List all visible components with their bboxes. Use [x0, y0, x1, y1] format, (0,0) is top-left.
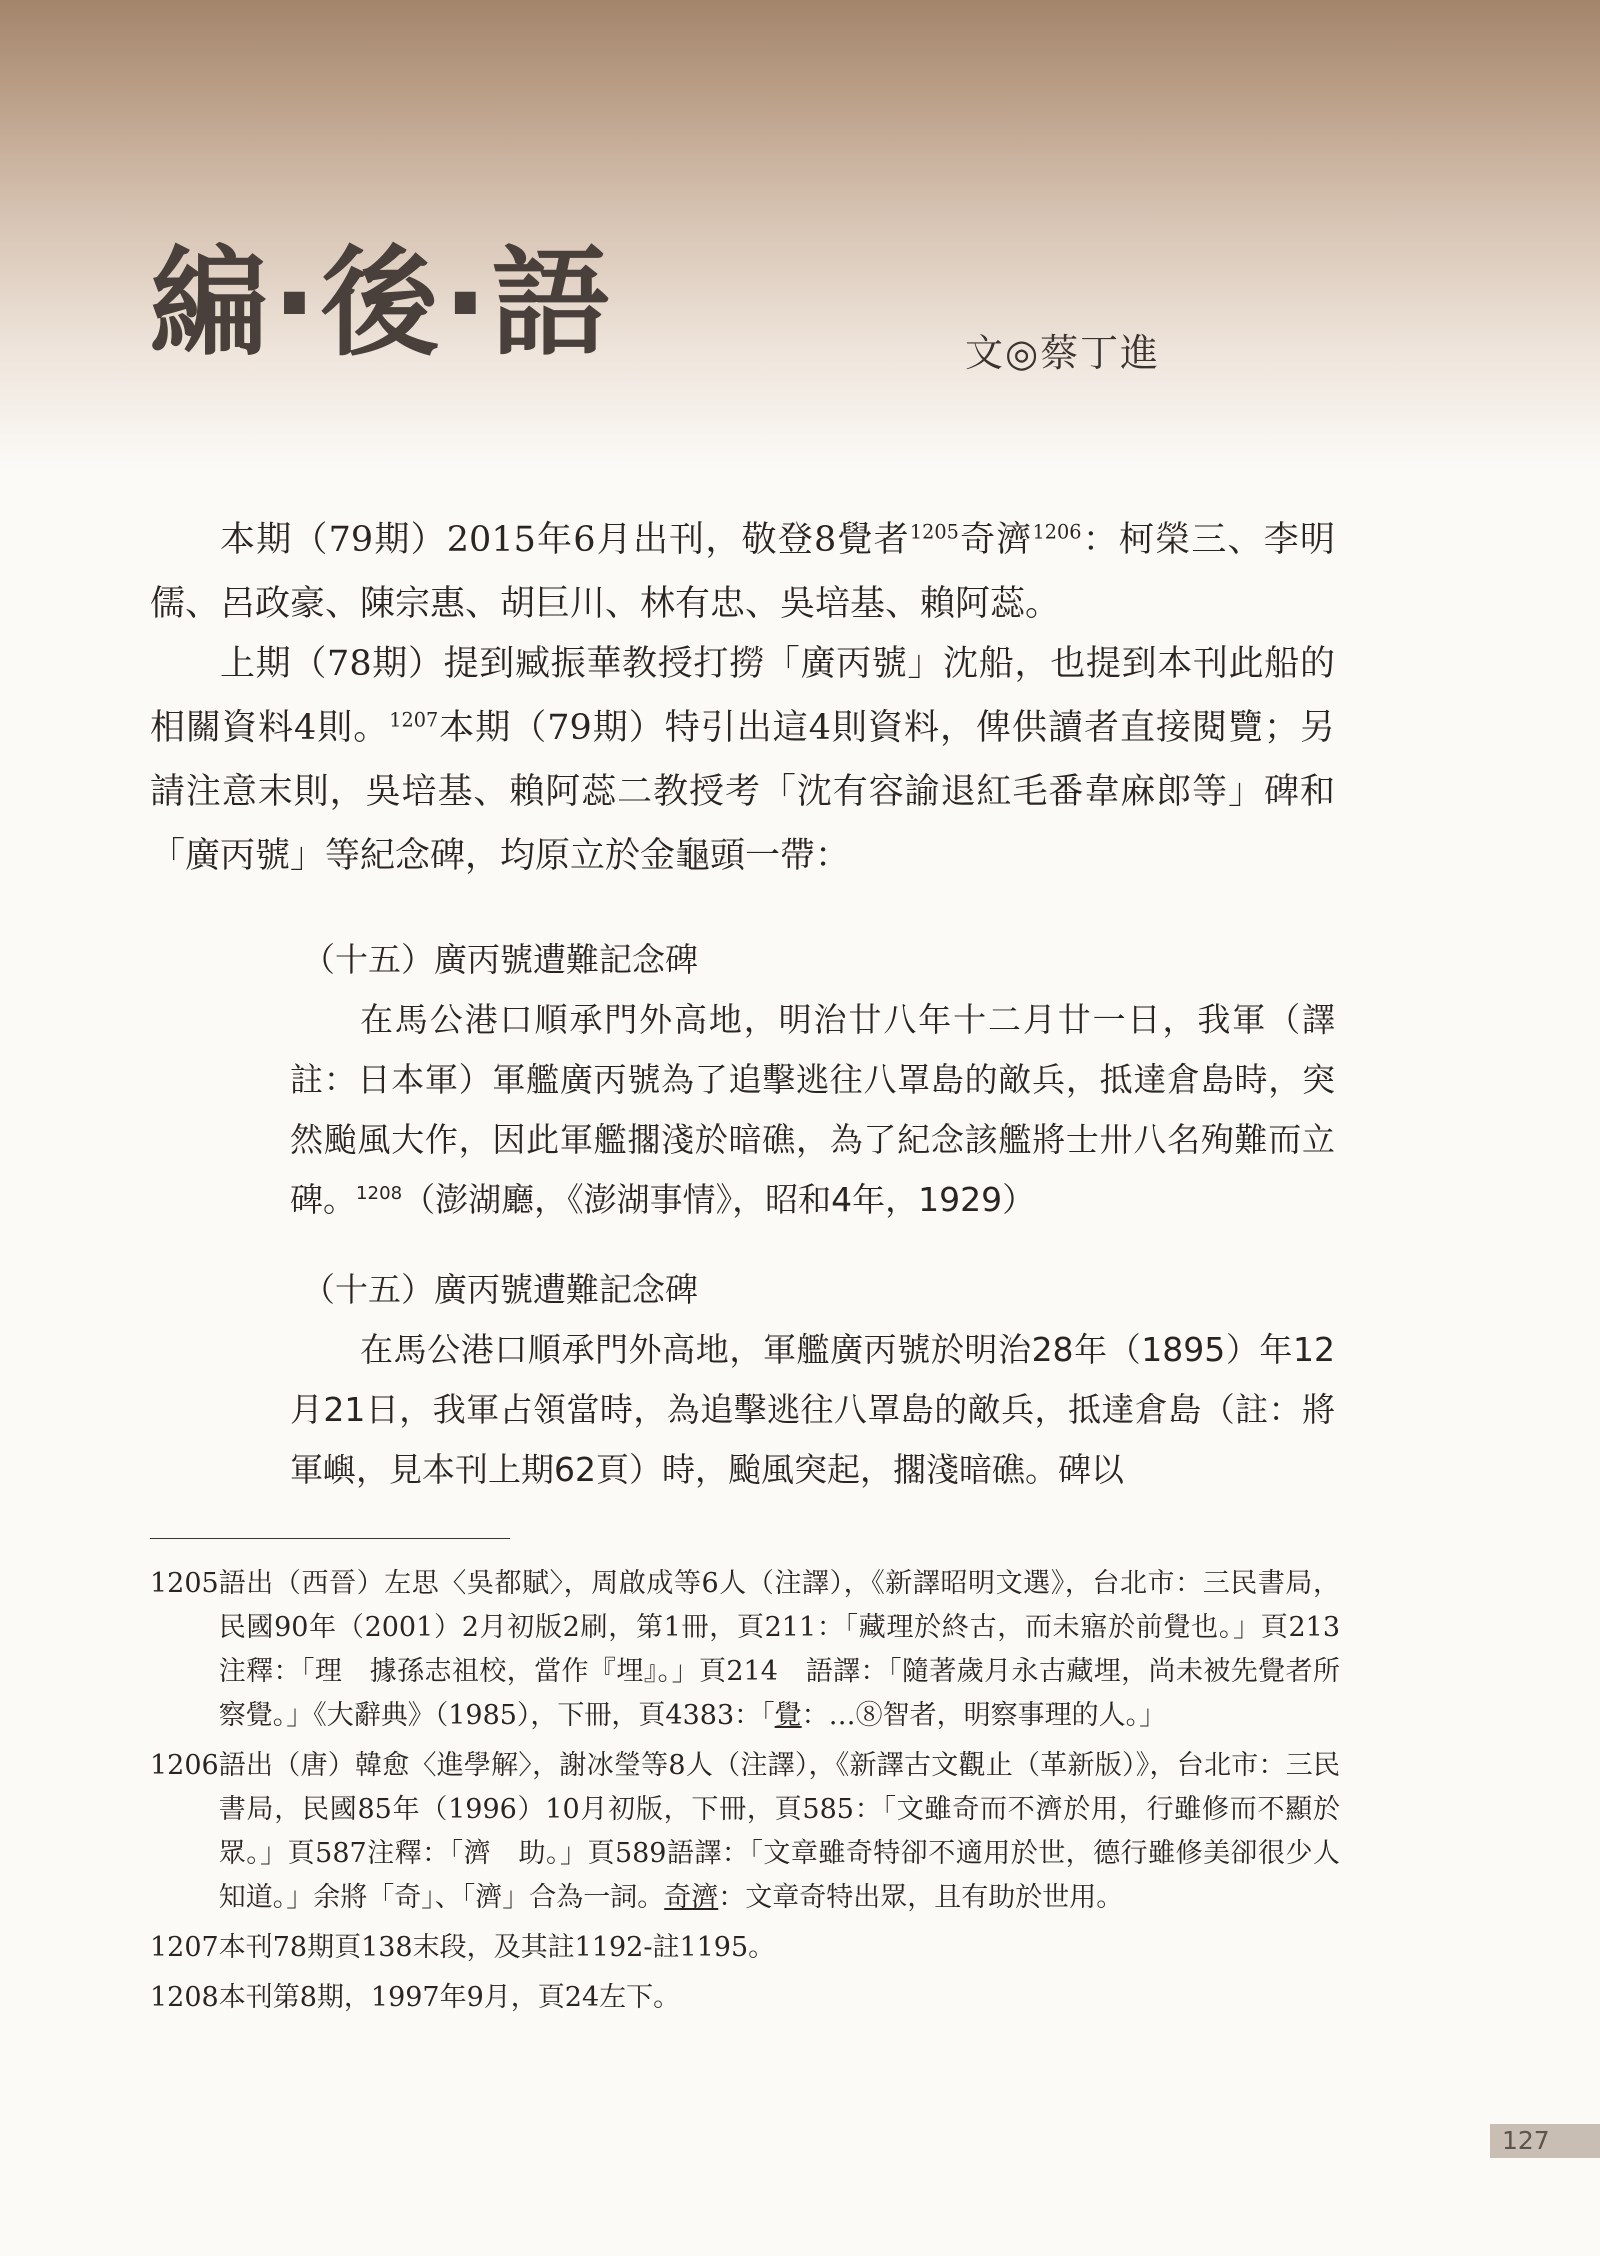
- paragraph-2-text-b: 本期（79期）特引出這4則資料，俾供讀者直接閱覽；另請注意末則，吳培基、賴阿蕊二教授考「沈有容諭退紅毛番韋麻郎等」碑和「廣丙號」等紀念碑，均原立於金龜頭一帶：: [150, 708, 1335, 876]
- author-byline: 文◎蔡丁進: [965, 331, 1161, 375]
- footnote-text: 本刊第8期，1997年9月，頁24左下。: [218, 1982, 681, 2013]
- footnote-number: 1208: [150, 1982, 219, 2013]
- quote-2-text: 在馬公港口順承門外高地，軍艦廣丙號於明治28年（1895）年12月21日，我軍占領當時，為追擊逃往八罩島的敵兵，抵達倉島（註：將軍嶼，見本刊上期62頁）時，颱風突起，擱淺暗礁。碑以: [290, 1330, 1335, 1489]
- footnote-ref-1205[interactable]: 1205: [909, 520, 959, 544]
- quote-1-text-a: 在馬公港口順承門外高地，明治廿八年十二月廿一日，我軍（譯註：日本軍）軍艦廣丙號為了追擊逃往八罩島的敵兵，抵達倉島時，突然颱風大作，因此軍艦擱淺於暗礁，為了紀念該艦將士卅八名殉難而立碑。: [290, 1000, 1335, 1219]
- page-title: 編·後·語: [150, 234, 614, 372]
- quote-1-text-b: （澎湖廳，《澎湖事情》，昭和4年，1929）: [402, 1180, 1036, 1219]
- paragraph-1-text-a: 本期（79期）2015年6月出刊，敬登8覺者: [220, 520, 910, 560]
- footnote-ref-1207[interactable]: 1207: [389, 708, 439, 732]
- footnote-divider: [150, 1538, 510, 1539]
- quote-1-title: （十五）廣丙號遭難記念碑: [302, 940, 698, 979]
- footnote-1206-text-a: 語出（唐）韓愈〈進學解〉，謝冰瑩等8人（注譯），《新譯古文觀止（革新版）》，台北市：三民書局，民國85年（1996）10月初版，下冊，頁585：「文雖奇而不濟於用，行雖修而不顯於眾。」頁587注釋：「濟 助。」頁589語譯：「文章雖奇特卻不適用於世，德行雖修美卻很少人知道。」余將「奇」、「濟」合為一詞。: [218, 1750, 1340, 1913]
- page-number: 127: [1490, 2124, 1600, 2158]
- footnotes: [150, 1562, 1340, 2026]
- footnote-text: [219, 1562, 1340, 1738]
- paragraph-1: [150, 508, 1335, 636]
- footnote-number: 1206: [150, 1750, 219, 1781]
- paragraph-2: [150, 632, 1335, 888]
- footnote-text: 本刊78期頁138末段，及其註1192-註1195。: [218, 1932, 776, 1963]
- footnote-number: 1207: [150, 1932, 219, 1963]
- footnote-number: 1205: [150, 1568, 219, 1599]
- paragraph-1-text-c: ：柯榮三、李明儒、呂政豪、陳宗惠、胡巨川、林有忠、吳培基、賴阿蕊。: [150, 520, 1335, 624]
- footnote-1206-underlined-term: 奇濟: [664, 1882, 719, 1913]
- footnote-1205: [150, 1562, 1340, 1738]
- footnote-1206-text-b: ：文章奇特出眾，且有助於世用。: [718, 1882, 1124, 1913]
- quote-1-body: [290, 990, 1335, 1230]
- footnote-1205-text-a: 語出（西晉）左思〈吳都賦〉，周啟成等6人（注譯），《新譯昭明文選》，台北市：三民書局，民國90年（2001）2月初版2刷，第1冊，頁211：「藏理於終古，而未寤於前覺也。」頁213注釋：「理 據孫志祖校，當作『埋』。」頁214 語譯：「隨著歲月永古藏埋，尚未被先覺者所察覺。」《大辭典》（1985），下冊，頁4383：「: [218, 1568, 1340, 1731]
- footnote-1208: [150, 1976, 1340, 2020]
- quote-block-2: [290, 1260, 1335, 1500]
- paragraph-2-text-a: 上期（78期）提到臧振華教授打撈「廣丙號」沈船，也提到本刊此船的相關資料4則。: [150, 644, 1335, 748]
- paragraph-1-text-b: 奇濟: [958, 520, 1033, 560]
- quote-block-1: [290, 930, 1335, 1230]
- footnote-ref-1206[interactable]: 1206: [1032, 520, 1082, 544]
- footnote-text: [219, 1744, 1340, 1920]
- footnote-ref-1208[interactable]: 1208: [356, 1183, 403, 1204]
- footnote-1206: [150, 1744, 1340, 1920]
- footnote-1205-underlined-term: 覺: [774, 1700, 802, 1731]
- footnote-1205-text-b: ：…⑧智者，明察事理的人。」: [801, 1700, 1167, 1731]
- quote-2-title: （十五）廣丙號遭難記念碑: [302, 1270, 698, 1309]
- footnote-1207: [150, 1926, 1340, 1970]
